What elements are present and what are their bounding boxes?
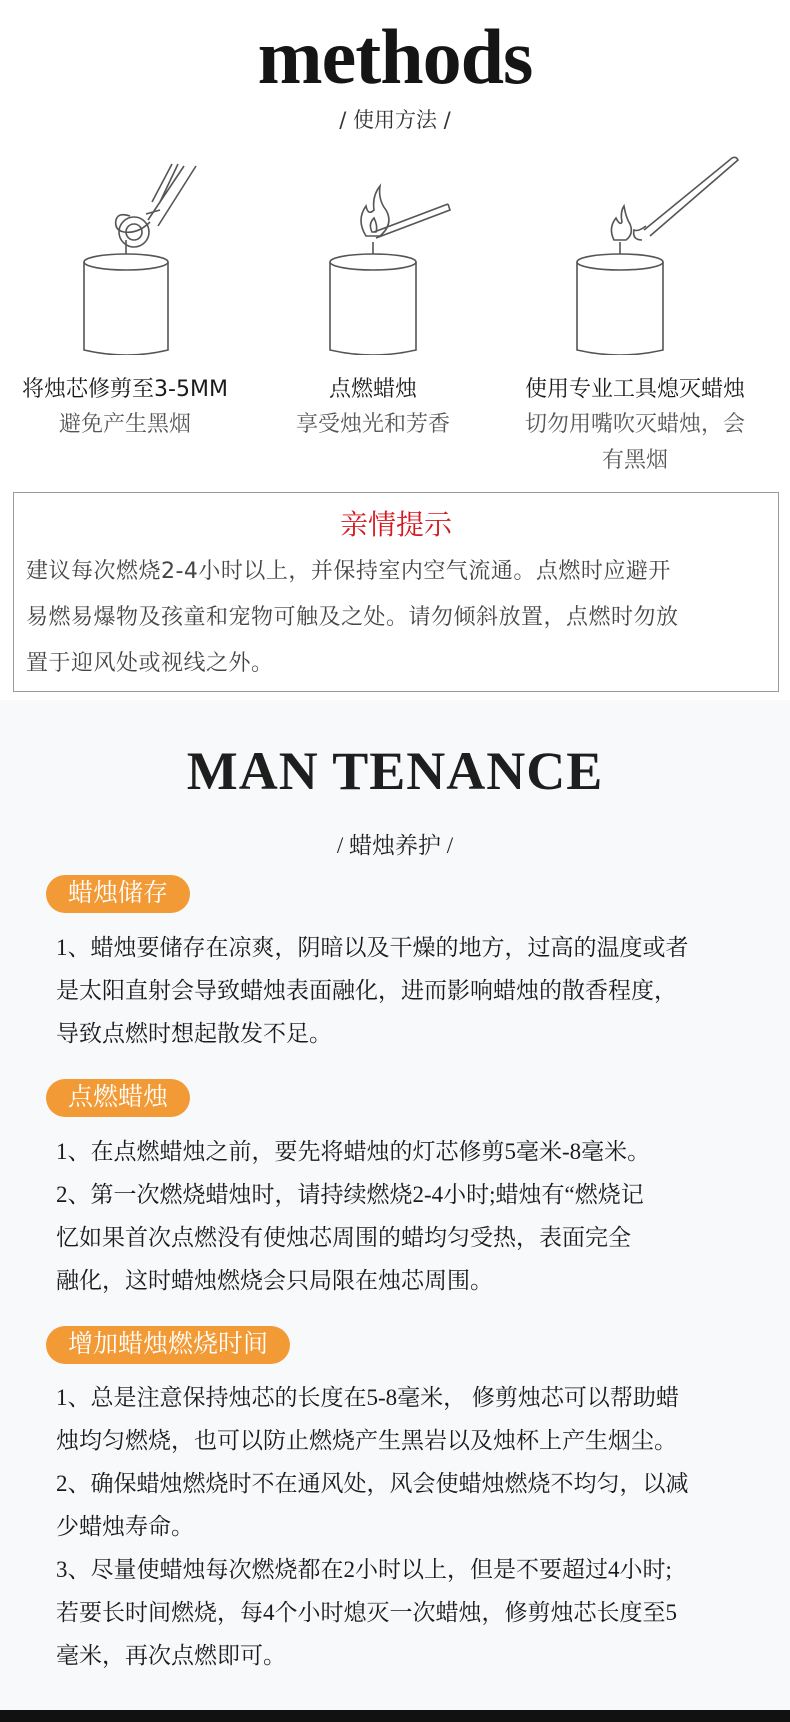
paragraph-line: 1、总是注意保持烛芯的长度在5-8毫米， 修剪烛芯可以帮助蜡 bbox=[56, 1385, 679, 1410]
paragraph-line: 烛均匀燃烧，也可以防止燃烧产生黑岩以及烛杯上产生烟尘。 bbox=[56, 1428, 677, 1453]
tip-text bbox=[14, 543, 778, 687]
maintenance-subtitle: / 蜡烛养护 / bbox=[336, 833, 454, 858]
paragraph-line: 忆如果首次点燃没有使烛芯周围的蜡均匀受热，表面完全 bbox=[56, 1225, 631, 1250]
step-trim-wick bbox=[0, 140, 250, 443]
tip-line: 置于迎风处或视线之外。 bbox=[26, 651, 274, 676]
step-light-candle bbox=[248, 140, 498, 443]
step-snuff-candle bbox=[510, 140, 760, 479]
paragraph-line: 导致点燃时想起散发不足。 bbox=[56, 1021, 332, 1046]
tip-line: 易燃易爆物及孩童和宠物可触及之处。请勿倾斜放置，点燃时勿放 bbox=[26, 605, 679, 630]
tip-title: 亲情提示 bbox=[339, 508, 452, 541]
section-tag-lighting: 点燃蜡烛 bbox=[46, 1079, 190, 1117]
step-desc: 享受烛光和芳香 bbox=[295, 412, 450, 437]
candle-trimmer-icon bbox=[0, 140, 250, 355]
tip-box bbox=[13, 492, 779, 692]
bottom-divider bbox=[0, 1710, 790, 1722]
step-desc-line: 有黑烟 bbox=[601, 448, 668, 473]
methods-title: methods bbox=[257, 13, 533, 100]
candle-match-icon bbox=[248, 140, 498, 355]
storage-paragraph bbox=[56, 926, 746, 1055]
paragraph-line: 2、第一次燃烧蜡烛时，请持续燃烧2-4小时;蜡烛有“燃烧记 bbox=[56, 1182, 644, 1207]
step-title: 使用专业工具熄灭蜡烛 bbox=[524, 377, 745, 402]
maintenance-title: MAN TENANCE bbox=[186, 741, 604, 801]
section-tag-burn-time: 增加蜡烛燃烧时间 bbox=[46, 1326, 290, 1364]
paragraph-line: 1、在点燃蜡烛之前，要先将蜡烛的灯芯修剪5毫米-8毫米。 bbox=[56, 1139, 651, 1164]
paragraph-line: 1、蜡烛要储存在凉爽，阴暗以及干燥的地方，过高的温度或者 bbox=[56, 935, 689, 960]
paragraph-line: 是太阳直射会导致蜡烛表面融化，进而影响蜡烛的散香程度， bbox=[56, 978, 677, 1003]
paragraph-line: 若要长时间燃烧，每4个小时熄灭一次蜡烛，修剪烛芯长度至5 bbox=[56, 1600, 677, 1625]
candle-snuffer-icon bbox=[510, 140, 760, 355]
step-title: 点燃蜡烛 bbox=[328, 377, 417, 402]
lighting-paragraph bbox=[56, 1130, 746, 1302]
step-title: 将烛芯修剪至3-5MM bbox=[22, 377, 228, 402]
methods-subtitle: / 使用方法 / bbox=[339, 108, 451, 132]
paragraph-line: 融化，这时蜡烛燃烧会只局限在烛芯周围。 bbox=[56, 1268, 493, 1293]
step-desc-line: 切勿用嘴吹灭蜡烛，会 bbox=[524, 412, 745, 437]
tip-line: 建议每次燃烧2-4小时以上，并保持室内空气流通。点燃时应避开 bbox=[26, 559, 671, 584]
burn-time-paragraph bbox=[56, 1376, 746, 1677]
paragraph-line: 毫米，再次点燃即可。 bbox=[56, 1643, 286, 1668]
step-desc: 避免产生黑烟 bbox=[58, 412, 191, 437]
paragraph-line: 3、尽量使蜡烛每次燃烧都在2小时以上，但是不要超过4小时; bbox=[56, 1557, 672, 1582]
paragraph-line: 2、确保蜡烛燃烧时不在通风处，风会使蜡烛燃烧不均匀，以减 bbox=[56, 1471, 689, 1496]
section-tag-storage: 蜡烛储存 bbox=[46, 875, 190, 913]
paragraph-line: 少蜡烛寿命。 bbox=[56, 1514, 194, 1539]
step-desc bbox=[510, 407, 760, 479]
